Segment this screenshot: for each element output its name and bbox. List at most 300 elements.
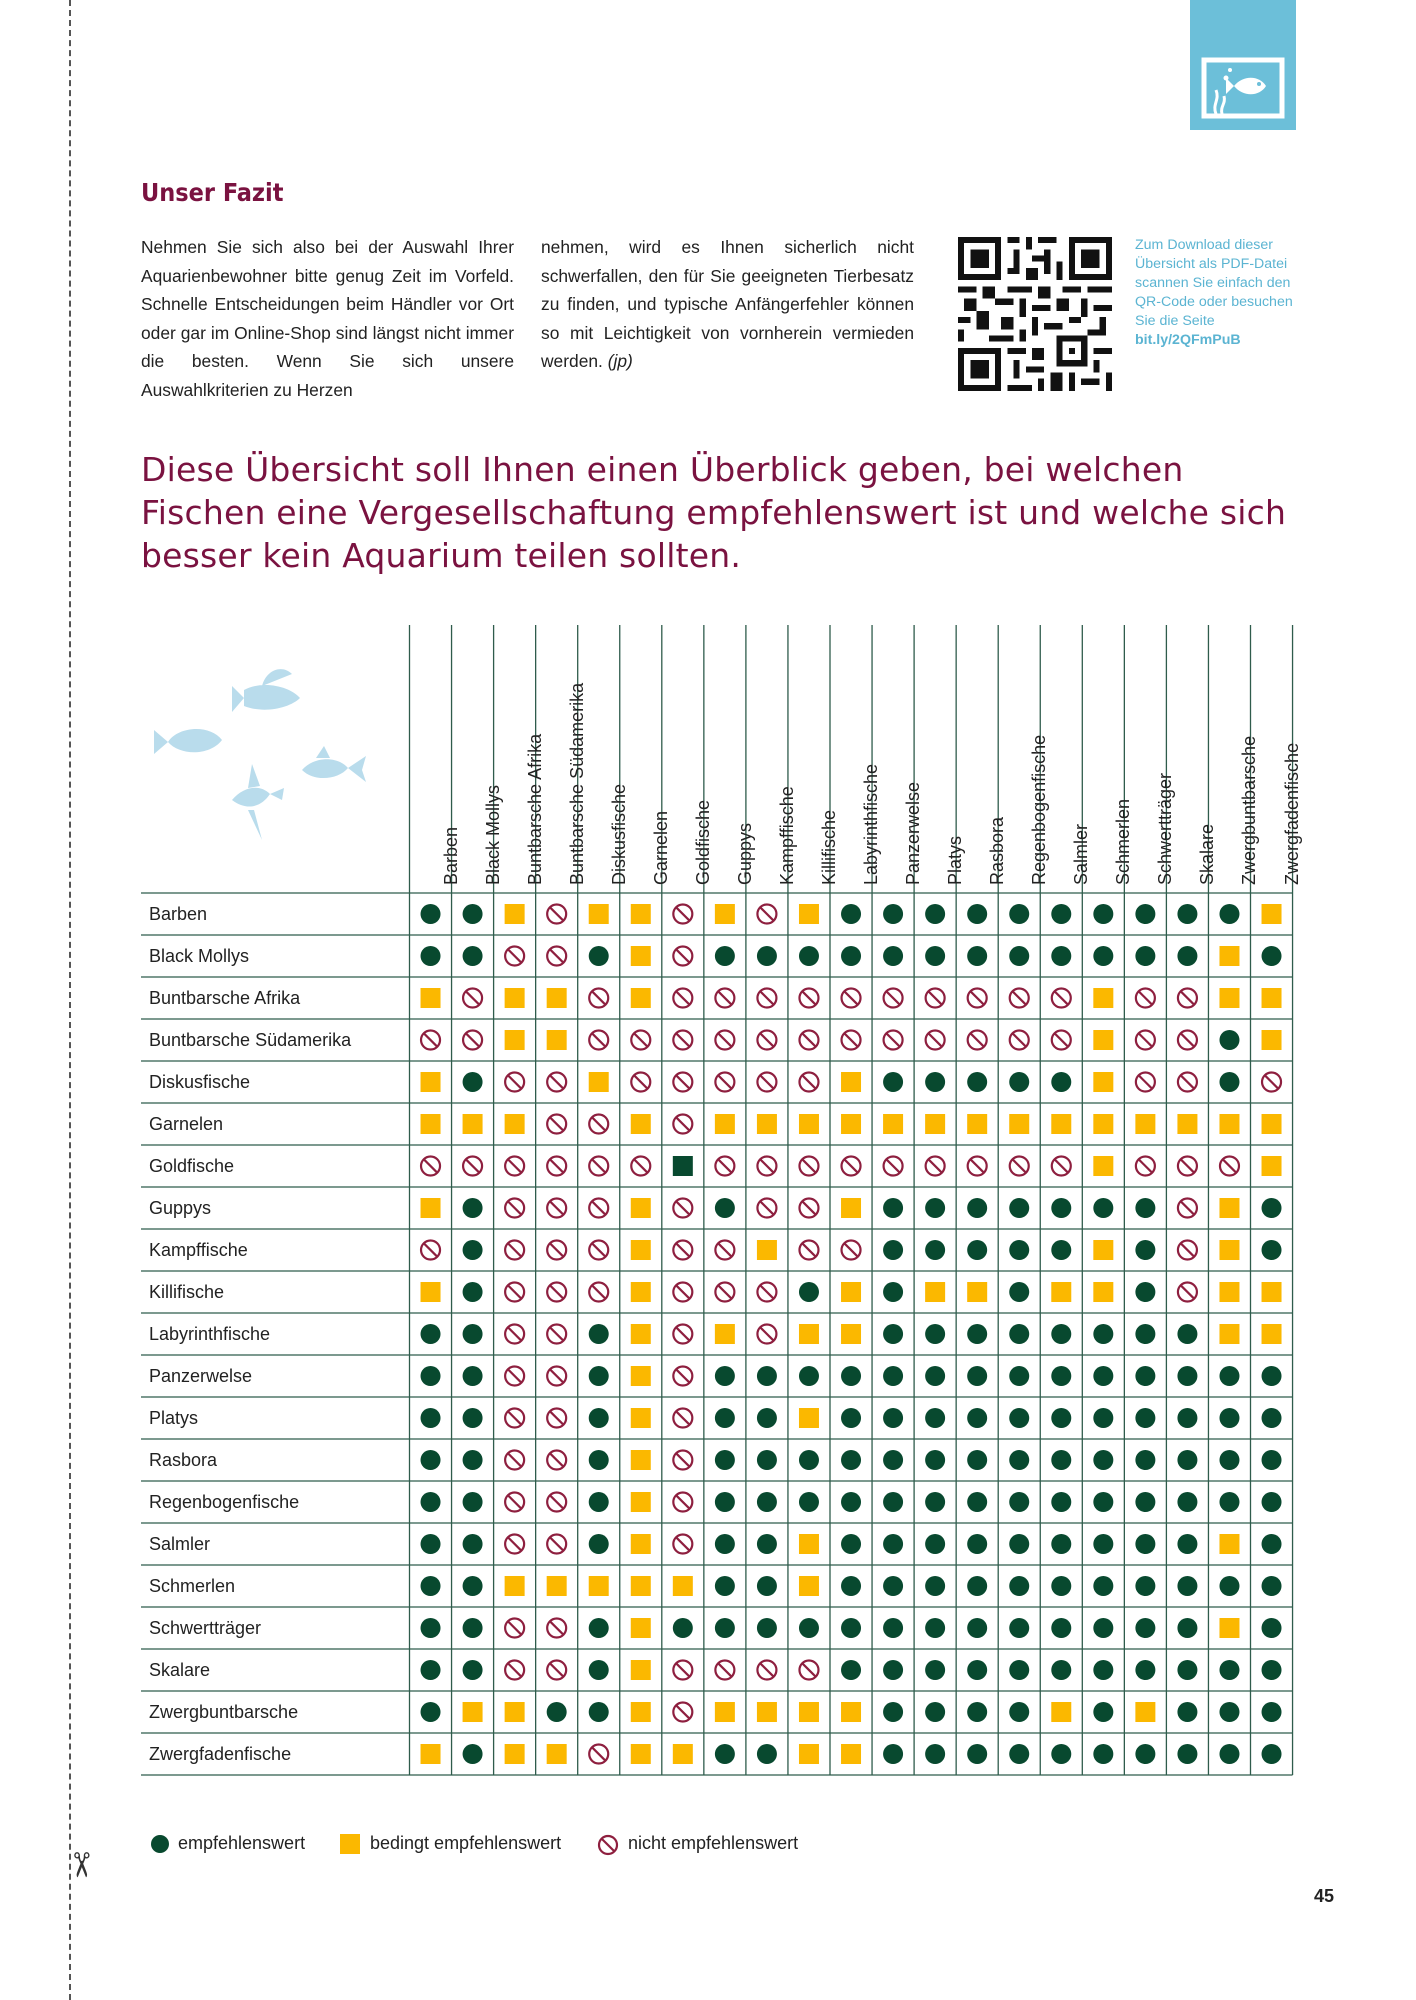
cell-recommended [1219, 1492, 1239, 1512]
cell-recommended [1093, 1618, 1113, 1638]
cell-recommended [421, 1618, 441, 1638]
cell-not-recommended-icon [631, 1073, 650, 1092]
cell-recommended [589, 1366, 609, 1386]
cell-recommended [1177, 1492, 1197, 1512]
cell-conditional [547, 1030, 567, 1050]
cell-conditional [631, 1114, 651, 1134]
cell-recommended [1219, 1408, 1239, 1428]
cell-recommended [463, 1282, 483, 1302]
cell-recommended [1009, 1534, 1029, 1554]
cell-not-recommended-icon [926, 989, 945, 1008]
cell-recommended [967, 1450, 987, 1470]
author-initials: (jp) [607, 351, 633, 372]
cell-not-recommended-icon [505, 1325, 524, 1344]
cell-recommended [1262, 1534, 1282, 1554]
cell-conditional [799, 1744, 819, 1764]
cell-recommended [757, 1450, 777, 1470]
cell-conditional [883, 1114, 903, 1134]
cell-recommended [841, 1408, 861, 1428]
cell-recommended [925, 1240, 945, 1260]
cell-not-recommended-icon [673, 947, 692, 966]
cell-recommended [463, 1534, 483, 1554]
cell-recommended [1051, 1576, 1071, 1596]
cell-recommended [589, 1408, 609, 1428]
cell-recommended [463, 1618, 483, 1638]
cell-not-recommended-icon [421, 1241, 440, 1260]
cell-not-recommended-icon [842, 989, 861, 1008]
cell-not-recommended-icon [673, 1073, 692, 1092]
legend-green-dot [151, 1835, 169, 1853]
cell-self [673, 1156, 693, 1176]
cell-recommended [421, 1660, 441, 1680]
cell-recommended [715, 946, 735, 966]
cell-recommended [757, 946, 777, 966]
cell-recommended [1135, 1450, 1155, 1470]
cell-not-recommended-icon [799, 1031, 818, 1050]
cell-not-recommended-icon [1010, 1031, 1029, 1050]
row-label: Garnelen [149, 1114, 224, 1134]
cell-conditional [631, 1324, 651, 1344]
cell-recommended [841, 904, 861, 924]
cell-recommended [1262, 1618, 1282, 1638]
cell-conditional [841, 1744, 861, 1764]
legend-yellow-label: bedingt empfehlenswert [370, 1833, 562, 1853]
cell-conditional [757, 1702, 777, 1722]
cell-not-recommended-icon [1052, 1157, 1071, 1176]
body-text-col2-main: nehmen, wird es Ihnen sicherlich nicht schwerfallen, den für Sie geeigneten Tierbesatz zu finden, und typische Anfängerfehler können so mit Leichtigkeit von vornherein vermieden werden. [541, 237, 914, 372]
cell-recommended [715, 1450, 735, 1470]
cell-conditional [841, 1114, 861, 1134]
cell-not-recommended-icon [505, 1409, 524, 1428]
cell-conditional [1219, 1618, 1239, 1638]
cell-not-recommended-icon [757, 989, 776, 1008]
cell-recommended [799, 946, 819, 966]
cell-recommended [1219, 1744, 1239, 1764]
column-label: Buntbarsche Südamerika [566, 682, 587, 885]
cell-not-recommended-icon [673, 1703, 692, 1722]
cell-recommended [967, 1576, 987, 1596]
cell-conditional [1262, 988, 1282, 1008]
cell-not-recommended-icon [1052, 989, 1071, 1008]
cell-conditional [1219, 1324, 1239, 1344]
row-label: Platys [149, 1408, 199, 1428]
cell-recommended [463, 1240, 483, 1260]
cell-recommended [925, 1072, 945, 1092]
cell-conditional [421, 988, 441, 1008]
cell-recommended [1051, 1618, 1071, 1638]
cell-recommended [1135, 1618, 1155, 1638]
row-label: Zwergfadenfische [149, 1744, 292, 1764]
cell-recommended [463, 946, 483, 966]
cell-recommended [1135, 1534, 1155, 1554]
page-number: 45 [1314, 1886, 1335, 1906]
cell-recommended [799, 1282, 819, 1302]
cell-not-recommended-icon [968, 989, 987, 1008]
cell-recommended [1009, 1324, 1029, 1344]
cell-recommended [1262, 1450, 1282, 1470]
row-label: Barben [149, 904, 208, 924]
cell-recommended [1009, 904, 1029, 924]
cell-not-recommended-icon [505, 1199, 524, 1218]
cell-not-recommended-icon [505, 1241, 524, 1260]
cell-recommended [421, 1324, 441, 1344]
cell-conditional [589, 1072, 609, 1092]
cell-recommended [1177, 1576, 1197, 1596]
cell-not-recommended-icon [1262, 1073, 1281, 1092]
cell-recommended [967, 1660, 987, 1680]
column-label: Platys [945, 835, 966, 885]
cell-not-recommended-icon [673, 1535, 692, 1554]
cell-recommended [1093, 1492, 1113, 1512]
cell-recommended [715, 1618, 735, 1638]
column-label: Zwergfadenfische [1281, 742, 1302, 885]
cell-not-recommended-icon [926, 1157, 945, 1176]
cell-recommended [1177, 904, 1197, 924]
cell-recommended [547, 1702, 567, 1722]
cell-recommended [1051, 1198, 1071, 1218]
cell-conditional [799, 1702, 819, 1722]
cell-conditional [631, 1366, 651, 1386]
cell-conditional [631, 1618, 651, 1638]
cell-recommended [1051, 1408, 1071, 1428]
cell-recommended [589, 1660, 609, 1680]
cell-recommended [715, 1744, 735, 1764]
cell-recommended [1135, 1660, 1155, 1680]
cell-recommended [883, 1240, 903, 1260]
cell-recommended [1093, 946, 1113, 966]
cell-recommended [421, 1492, 441, 1512]
cell-recommended [967, 1240, 987, 1260]
cell-recommended [967, 1324, 987, 1344]
body-text-col1: Nehmen Sie sich also bei der Auswahl Ihrer Aquarienbewohner bitte genug Zeit im Vorfeld. Schnelle Entscheidungen beim Händler vor Ort oder gar im Online-Shop sind längst nicht immer die besten. Wenn Sie sich unsere Auswahlkriterien zu Herzen [141, 237, 514, 400]
cell-recommended [1262, 1366, 1282, 1386]
cell-recommended [1051, 1324, 1071, 1344]
cell-recommended [925, 904, 945, 924]
cell-not-recommended-icon [505, 1157, 524, 1176]
cell-recommended [925, 1744, 945, 1764]
row-label: Salmler [149, 1534, 211, 1554]
cell-not-recommended-icon [547, 1157, 566, 1176]
cell-recommended [883, 1744, 903, 1764]
cell-conditional [1219, 1240, 1239, 1260]
cell-recommended [421, 946, 441, 966]
cell-recommended [1009, 1408, 1029, 1428]
cell-conditional [1262, 1324, 1282, 1344]
cell-not-recommended-icon [1178, 989, 1197, 1008]
cell-not-recommended-icon [842, 1157, 861, 1176]
row-label: Schwertträger [149, 1618, 262, 1638]
cell-conditional [631, 1660, 651, 1680]
cell-not-recommended-icon [505, 1535, 524, 1554]
column-label: Schwertträger [1155, 772, 1176, 885]
cell-not-recommended-icon [757, 1031, 776, 1050]
column-label: Regenbogenfische [1029, 734, 1050, 885]
row-label: Goldfische [149, 1156, 235, 1176]
cell-recommended [925, 1702, 945, 1722]
cell-conditional [547, 988, 567, 1008]
cell-recommended [1262, 1408, 1282, 1428]
row-label: Zwergbuntbarsche [149, 1702, 299, 1722]
cell-conditional [589, 1576, 609, 1596]
cell-conditional [841, 1072, 861, 1092]
cell-not-recommended-icon [968, 1157, 987, 1176]
cell-conditional [841, 1324, 861, 1344]
cell-conditional [1051, 1282, 1071, 1302]
cell-conditional [631, 988, 651, 1008]
cell-recommended [1009, 1282, 1029, 1302]
cell-not-recommended-icon [589, 1283, 608, 1302]
cell-not-recommended-icon [1178, 1031, 1197, 1050]
cell-recommended [883, 1702, 903, 1722]
cell-not-recommended-icon [1136, 1031, 1155, 1050]
cell-recommended [463, 1492, 483, 1512]
cell-recommended [1009, 1240, 1029, 1260]
cell-conditional [631, 1198, 651, 1218]
cell-not-recommended-icon [505, 1283, 524, 1302]
cell-conditional [967, 1114, 987, 1134]
cell-not-recommended-icon [673, 1031, 692, 1050]
cell-recommended [715, 1576, 735, 1596]
cell-not-recommended-icon [842, 1031, 861, 1050]
cell-recommended [841, 1576, 861, 1596]
cell-recommended [1051, 1744, 1071, 1764]
cell-recommended [883, 904, 903, 924]
cell-conditional [631, 1702, 651, 1722]
row-label: Panzerwelse [149, 1366, 253, 1386]
cell-recommended [1051, 1072, 1071, 1092]
cell-not-recommended-icon [673, 1451, 692, 1470]
cell-conditional [1219, 1198, 1239, 1218]
cell-recommended [883, 1366, 903, 1386]
cell-conditional [589, 904, 609, 924]
cell-recommended [967, 1072, 987, 1092]
cell-not-recommended-icon [715, 1073, 734, 1092]
cell-recommended [1135, 1492, 1155, 1512]
cell-conditional [1135, 1702, 1155, 1722]
cell-recommended [883, 1408, 903, 1428]
row-label: Schmerlen [149, 1576, 236, 1596]
row-label: Diskusfische [149, 1072, 251, 1092]
column-label: Guppys [734, 822, 755, 885]
cell-recommended [1219, 1660, 1239, 1680]
cell-not-recommended-icon [757, 1661, 776, 1680]
download-link[interactable]: bit.ly/2QFmPuB [1135, 332, 1241, 348]
column-label: Killifische [818, 809, 839, 885]
cell-recommended [925, 1492, 945, 1512]
cell-conditional [631, 1492, 651, 1512]
cell-not-recommended-icon [673, 1115, 692, 1134]
cell-recommended [1135, 946, 1155, 966]
cell-conditional [1135, 1114, 1155, 1134]
cell-recommended [1177, 1534, 1197, 1554]
cell-conditional [673, 1744, 693, 1764]
cell-recommended [883, 1450, 903, 1470]
cell-recommended [841, 1660, 861, 1680]
cell-conditional [421, 1282, 441, 1302]
cell-recommended [1093, 1534, 1113, 1554]
cell-recommended [1219, 1450, 1239, 1470]
cell-recommended [925, 1618, 945, 1638]
cell-recommended [757, 1408, 777, 1428]
cell-recommended [841, 1618, 861, 1638]
cell-not-recommended-icon [589, 1241, 608, 1260]
cell-not-recommended-icon [547, 1535, 566, 1554]
cell-recommended [967, 1534, 987, 1554]
cell-recommended [1009, 1492, 1029, 1512]
cell-not-recommended-icon [547, 1619, 566, 1638]
cell-conditional [1093, 1240, 1113, 1260]
cell-not-recommended-icon [673, 1367, 692, 1386]
cell-recommended [1009, 1450, 1029, 1470]
cell-recommended [1093, 1366, 1113, 1386]
cell-recommended [463, 904, 483, 924]
cell-conditional [799, 1408, 819, 1428]
cell-conditional [1219, 1282, 1239, 1302]
column-label: Buntbarsche Afrika [524, 733, 545, 885]
cell-conditional [547, 1576, 567, 1596]
cell-conditional [1093, 1072, 1113, 1092]
cell-conditional [799, 1114, 819, 1134]
cell-recommended [925, 1576, 945, 1596]
cell-recommended [421, 1366, 441, 1386]
column-label: Skalare [1197, 823, 1218, 885]
cell-recommended [1177, 1702, 1197, 1722]
cell-recommended [1135, 1366, 1155, 1386]
cell-conditional [631, 1576, 651, 1596]
cell-conditional [841, 1198, 861, 1218]
row-label: Regenbogenfische [149, 1492, 300, 1512]
cell-not-recommended-icon [547, 1283, 566, 1302]
cell-not-recommended-icon [884, 1031, 903, 1050]
cell-conditional [1093, 1030, 1113, 1050]
cell-recommended [1093, 1576, 1113, 1596]
cell-recommended [1009, 1072, 1029, 1092]
cell-recommended [841, 1366, 861, 1386]
cell-recommended [463, 1198, 483, 1218]
cell-recommended [757, 1366, 777, 1386]
cell-not-recommended-icon [799, 1073, 818, 1092]
cell-recommended [1262, 1492, 1282, 1512]
cell-recommended [883, 946, 903, 966]
cell-recommended [1135, 1324, 1155, 1344]
cell-recommended [883, 1576, 903, 1596]
cell-not-recommended-icon [1178, 1199, 1197, 1218]
cell-not-recommended-icon [547, 1367, 566, 1386]
cell-recommended [841, 1534, 861, 1554]
cell-not-recommended-icon [673, 1199, 692, 1218]
cell-recommended [925, 1408, 945, 1428]
column-label: Schmerlen [1113, 798, 1134, 885]
cell-recommended [1262, 1660, 1282, 1680]
cell-recommended [757, 1534, 777, 1554]
column-label: Garnelen [650, 810, 671, 885]
cell-recommended [421, 1450, 441, 1470]
cell-not-recommended-icon [673, 1661, 692, 1680]
cell-not-recommended-icon [463, 1157, 482, 1176]
cell-not-recommended-icon [884, 989, 903, 1008]
cell-recommended [1262, 1744, 1282, 1764]
cell-not-recommended-icon [926, 1031, 945, 1050]
cell-not-recommended-icon [799, 1199, 818, 1218]
cell-recommended [589, 1492, 609, 1512]
cell-recommended [967, 946, 987, 966]
cell-not-recommended-icon [715, 1661, 734, 1680]
cell-recommended [1051, 1660, 1071, 1680]
cell-recommended [1135, 904, 1155, 924]
cell-recommended [1135, 1198, 1155, 1218]
cell-recommended [883, 1618, 903, 1638]
cell-recommended [1009, 1576, 1029, 1596]
cell-recommended [757, 1744, 777, 1764]
cell-conditional [1262, 1030, 1282, 1050]
cell-not-recommended-icon [1178, 1073, 1197, 1092]
cell-conditional [799, 1324, 819, 1344]
cell-not-recommended-icon [547, 1073, 566, 1092]
cell-recommended [1219, 904, 1239, 924]
cell-recommended [967, 1744, 987, 1764]
cell-recommended [589, 1702, 609, 1722]
cell-recommended [1051, 1366, 1071, 1386]
cell-not-recommended-icon [757, 1073, 776, 1092]
cell-recommended [1135, 1408, 1155, 1428]
cell-recommended [1262, 1576, 1282, 1596]
cell-recommended [883, 1072, 903, 1092]
cell-conditional [1219, 1534, 1239, 1554]
cell-not-recommended-icon [799, 1157, 818, 1176]
cell-conditional [673, 1576, 693, 1596]
cell-conditional [841, 1702, 861, 1722]
cell-recommended [883, 1198, 903, 1218]
cell-not-recommended-icon [673, 1325, 692, 1344]
cell-recommended [841, 1450, 861, 1470]
cell-not-recommended-icon [589, 1157, 608, 1176]
cell-not-recommended-icon [505, 1493, 524, 1512]
cell-recommended [883, 1282, 903, 1302]
cell-conditional [799, 1576, 819, 1596]
cell-recommended [1051, 946, 1071, 966]
cell-not-recommended-icon [757, 1283, 776, 1302]
section-heading: Unser Fazit [141, 178, 284, 207]
cell-conditional [505, 988, 525, 1008]
cell-recommended [1093, 904, 1113, 924]
cell-not-recommended-icon [799, 1661, 818, 1680]
cell-recommended [463, 1072, 483, 1092]
cell-not-recommended-icon [884, 1157, 903, 1176]
cell-not-recommended-icon [421, 1031, 440, 1050]
column-label: Goldfische [692, 799, 713, 885]
cell-recommended [1135, 1744, 1155, 1764]
cell-conditional [1219, 988, 1239, 1008]
cell-recommended [1177, 1660, 1197, 1680]
cell-not-recommended-icon [1220, 1157, 1239, 1176]
cell-conditional [547, 1744, 567, 1764]
cell-recommended [757, 1492, 777, 1512]
cell-not-recommended-icon [799, 989, 818, 1008]
cell-not-recommended-icon [1178, 1241, 1197, 1260]
cell-recommended [463, 1744, 483, 1764]
cell-conditional [505, 1702, 525, 1722]
cell-not-recommended-icon [1136, 989, 1155, 1008]
row-label: Skalare [149, 1660, 211, 1680]
cell-conditional [463, 1702, 483, 1722]
cell-recommended [1262, 1198, 1282, 1218]
cell-recommended [1009, 946, 1029, 966]
cell-recommended [589, 1534, 609, 1554]
cell-conditional [505, 1576, 525, 1596]
cell-recommended [1262, 1240, 1282, 1260]
cell-recommended [421, 1702, 441, 1722]
cell-conditional [715, 1114, 735, 1134]
